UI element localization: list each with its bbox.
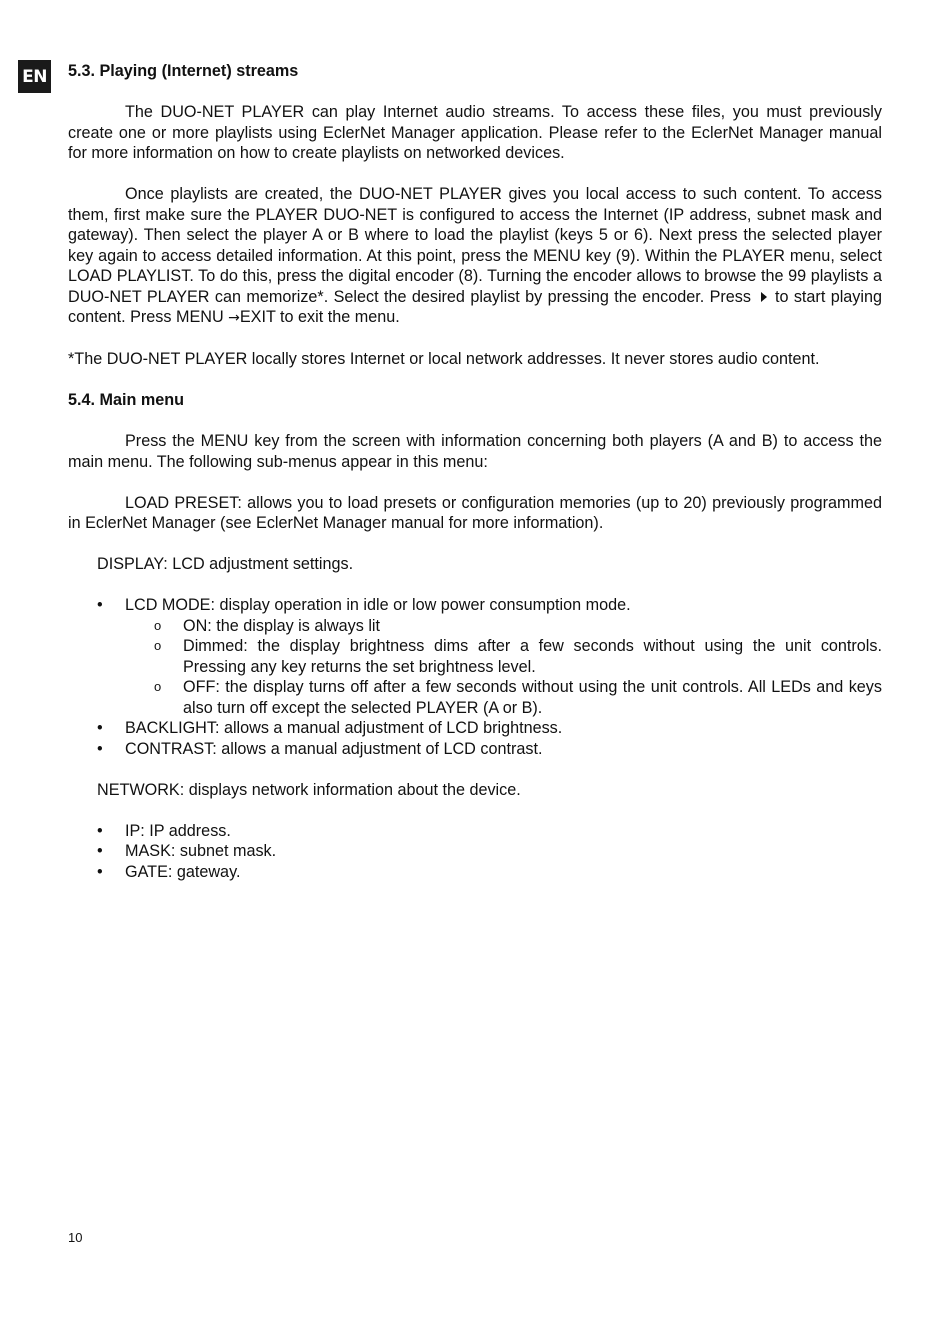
s53-paragraph-1: The DUO-NET PLAYER can play Internet audio streams. To access these files, you must previously create one or more playlists using EclerNet Manager application. Please refer to the EclerNet Manager manual for more information on how to create playlists on networked devices. (68, 103, 882, 162)
s53-p2-text-a: Once playlists are created, the DUO-NET PLAYER gives you local access to such content. To access them, first make sure the PLAYER DUO-NET is configured to access the Internet (IP address, subnet mask and gateway). Then select the player A or B where to load the playlist (keys 5 or 6). Next press the selected player key again to access detailed information. At this point, press the MENU key (9). Within the PLAYER menu, select LOAD PLAYLIST. To do this, press the digital encoder (8). Turning the encoder allows to browse the 99 playlists a DUO-NET PLAYER can memorize*. Select the desired playlist by pressing the encoder. Press (68, 185, 882, 306)
s53-paragraph-2 (68, 184, 882, 329)
section-5-4-heading: 5.4. Main menu (68, 391, 185, 409)
list-item-ip (68, 821, 882, 842)
display-text: DISPLAY: LCD adjustment settings. (97, 555, 354, 573)
list-item-lcd-off (68, 677, 882, 718)
s53-p2-text-c: EXIT to exit the menu. (239, 308, 400, 326)
list-item-lcd-mode (68, 595, 882, 616)
lcd-on-text: ON: the display is always lit (183, 616, 381, 635)
ip-text: IP: IP address. (125, 821, 231, 840)
lcd-off-text: OFF: the display turns off after a few seconds without using the unit controls. All LEDs and keys also turn off except the selected PLAYER (A or B). (183, 678, 882, 717)
page-number: 10 (68, 1230, 83, 1245)
lcd-mode-text: LCD MODE: display operation in idle or low power consumption mode. (125, 596, 631, 614)
bullet-icon: • (97, 821, 103, 840)
list-item-contrast (68, 739, 882, 760)
s53-footnote: *The DUO-NET PLAYER locally stores Internet or local network addresses. It never stores audio content. (68, 350, 820, 368)
bullet-icon: • (97, 739, 103, 758)
bullet-icon: • (97, 862, 103, 881)
play-icon (761, 292, 767, 302)
section-5-3-heading: 5.3. Playing (Internet) streams (68, 62, 299, 80)
network-list (68, 821, 882, 883)
bullet-icon: • (97, 719, 103, 737)
contrast-text: CONTRAST: allows a manual adjustment of LCD contrast. (125, 739, 543, 758)
list-item-backlight (68, 718, 882, 739)
sub-bullet-icon: o (154, 679, 162, 694)
document-body (68, 61, 882, 882)
list-item-lcd-dimmed (68, 636, 882, 677)
bullet-icon: • (97, 596, 103, 614)
gate-text: GATE: gateway. (125, 862, 241, 881)
bullet-icon: • (97, 842, 103, 860)
lcd-dimmed-text: Dimmed: the display brightness dims after a few seconds without using the unit controls. Pressing any key returns the set brightness level. (183, 637, 882, 676)
language-badge: EN (18, 60, 51, 93)
right-arrow-icon: → (228, 310, 240, 326)
list-item-gate (68, 862, 882, 883)
s54-paragraph-1: Press the MENU key from the screen with information concerning both players (A and B) to access the main menu. The following sub-menus appear in this menu: (68, 432, 882, 471)
load-preset-text: LOAD PRESET: allows you to load presets or configuration memories (up to 20) previously programmed in EclerNet Manager (see EclerNet Manager manual for more information). (68, 493, 882, 532)
sub-bullet-icon: o (154, 617, 162, 633)
list-item-mask (68, 841, 882, 862)
backlight-text: BACKLIGHT: allows a manual adjustment of LCD brightness. (125, 719, 563, 737)
list-item-lcd-on (68, 616, 882, 637)
s53-p2-text-b: to start playing content. Press MENU (68, 287, 882, 326)
mask-text: MASK: subnet mask. (125, 842, 277, 860)
sub-bullet-icon: o (154, 638, 162, 653)
display-options-list (68, 595, 882, 759)
network-text: NETWORK: displays network information about the device. (97, 780, 521, 799)
